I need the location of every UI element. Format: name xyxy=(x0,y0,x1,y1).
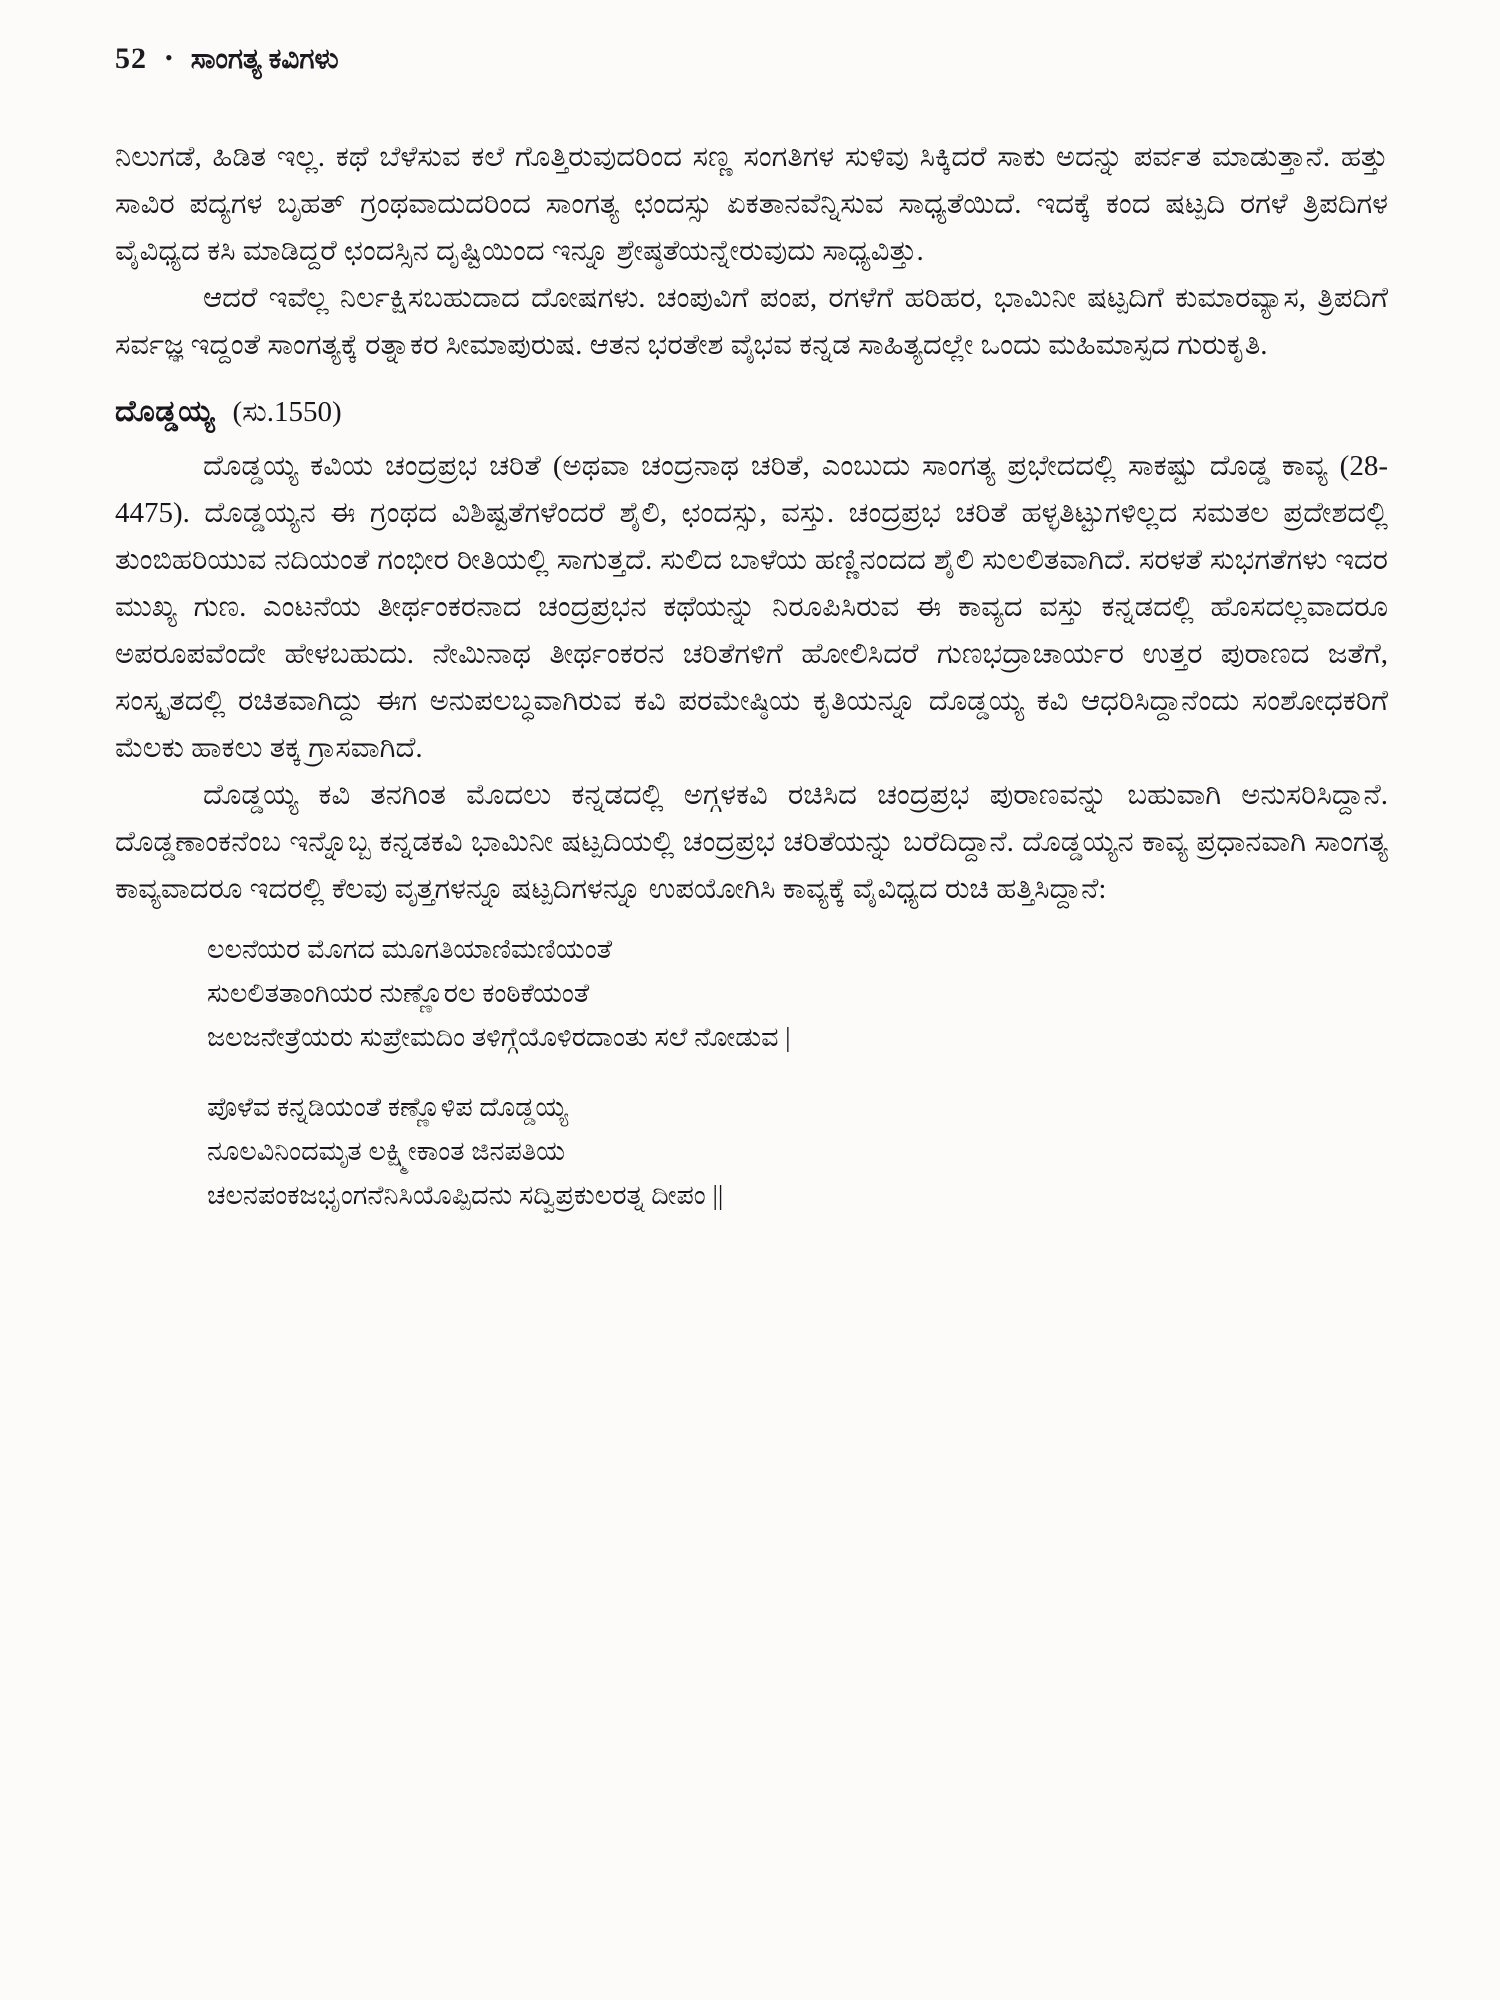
paragraph: ದೊಡ್ಡಯ್ಯ ಕವಿಯ ಚಂದ್ರಪ್ರಭ ಚರಿತೆ (ಅಥವಾ ಚಂದ್ರನಾಥ ಚರಿತೆ, ಎಂಬುದು ಸಾಂಗತ್ಯ ಪ್ರಭೇದದಲ್ಲಿ ಸಾಕಷ್ಟು ದೊಡ್ಡ ಕಾವ್ಯ (28-4475). ದೊಡ್ಡಯ್ಯನ ಈ ಗ್ರಂಥದ ವಿಶಿಷ್ಟತೆಗಳೆಂದರೆ ಶೈಲಿ, ಛಂದಸ್ಸು, ವಸ್ತು. ಚಂದ್ರಪ್ರಭ ಚರಿತೆ ಹಳ್ಳತಿಟ್ಟುಗಳಿಲ್ಲದ ಸಮತಲ ಪ್ರದೇಶದಲ್ಲಿ ತುಂಬಿಹರಿಯುವ ನದಿಯಂತೆ ಗಂಭೀರ ರೀತಿಯಲ್ಲಿ ಸಾಗುತ್ತದೆ. ಸುಲಿದ ಬಾಳೆಯ ಹಣ್ಣಿನಂದದ ಶೈಲಿ ಸುಲಲಿತವಾಗಿದೆ. ಸರಳತೆ ಸುಭಗತೆಗಳು ಇದರ ಮುಖ್ಯ ಗುಣ. ಎಂಟನೆಯ ತೀರ್ಥಂಕರನಾದ ಚಂದ್ರಪ್ರಭನ ಕಥೆಯನ್ನು ನಿರೂಪಿಸಿರುವ ಈ ಕಾವ್ಯದ ವಸ್ತು ಕನ್ನಡದಲ್ಲಿ ಹೊಸದಲ್ಲವಾದರೂ ಅಪರೂಪವೆಂದೇ ಹೇಳಬಹುದು. ನೇಮಿನಾಥ ತೀರ್ಥಂಕರನ ಚರಿತೆಗಳಿಗೆ ಹೋಲಿಸಿದರೆ ಗುಣಭದ್ರಾಚಾರ್ಯರ ಉತ್ತರ ಪುರಾಣದ ಜತೆಗೆ, ಸಂಸ್ಕೃತದಲ್ಲಿ ರಚಿತವಾಗಿದ್ದು ಈಗ ಅನುಪಲಬ್ಧವಾಗಿರುವ ಕವಿ ಪರಮೇಷ್ಠಿಯ ಕೃತಿಯನ್ನೂ ದೊಡ್ಡಯ್ಯ ಕವಿ ಆಧರಿಸಿದ್ದಾನೆಂದು ಸಂಶೋಧಕರಿಗೆ ಮೆಲಕು ಹಾಕಲು ತಕ್ಕ ಗ್ರಾಸವಾಗಿದೆ. xyxy=(115,450,1388,764)
paragraph: ಆದರೆ ಇವೆಲ್ಲ ನಿರ್ಲಕ್ಷಿಸಬಹುದಾದ ದೋಷಗಳು. ಚಂಪುವಿಗೆ ಪಂಪ, ರಗಳೆಗೆ ಹರಿಹರ, ಭಾಮಿನೀ ಷಟ್ಪದಿಗೆ ಕುಮಾರವ್ಯಾಸ, ತ್ರಿಪದಿಗೆ ಸರ್ವಜ್ಞ ಇದ್ದಂತೆ ಸಾಂಗತ್ಯಕ್ಕೆ ರತ್ನಾಕರ ಸೀಮಾಪುರುಷ. ಆತನ ಭರತೇಶ ವೈಭವ ಕನ್ನಡ ಸಾಹಿತ್ಯದಲ್ಲೇ ಒಂದು ಮಹಿಮಾಸ್ಪದ ಗುರುಕೃತಿ. xyxy=(115,282,1388,361)
page-number: 52 xyxy=(115,42,147,75)
verse-line: ಲಲನೆಯರ ಮೊಗದ ಮೂಗತಿಯಾಣಿಮಣಿಯಂತೆ xyxy=(207,934,613,964)
running-title: ಸಾಂಗತ್ಯ ಕವಿಗಳು xyxy=(190,44,339,75)
section-heading xyxy=(115,389,1388,435)
poet-name: ದೊಡ್ಡಯ್ಯ xyxy=(115,395,215,428)
paragraph: ದೊಡ್ಡಯ್ಯ ಕವಿ ತನಗಿಂತ ಮೊದಲು ಕನ್ನಡದಲ್ಲಿ ಅಗ್ಗಳಕವಿ ರಚಿಸಿದ ಚಂದ್ರಪ್ರಭ ಪುರಾಣವನ್ನು ಬಹುವಾಗಿ ಅನುಸರಿಸಿದ್ದಾನೆ. ದೊಡ್ಡಣಾಂಕನೆಂಬ ಇನ್ನೊಬ್ಬ ಕನ್ನಡಕವಿ ಭಾಮಿನೀ ಷಟ್ಪದಿಯಲ್ಲಿ ಚಂದ್ರಪ್ರಭ ಚರಿತೆಯನ್ನು ಬರೆದಿದ್ದಾನೆ. ದೊಡ್ಡಯ್ಯನ ಕಾವ್ಯ ಪ್ರಧಾನವಾಗಿ ಸಾಂಗತ್ಯ ಕಾವ್ಯವಾದರೂ ಇದರಲ್ಲಿ ಕೆಲವು ವೃತ್ತಗಳನ್ನೂ ಷಟ್ಪದಿಗಳನ್ನೂ ಉಪಯೋಗಿಸಿ ಕಾವ್ಯಕ್ಕೆ ವೈವಿಧ್ಯದ ರುಚಿ ಹತ್ತಿಸಿದ್ದಾನೆ: xyxy=(115,779,1388,905)
verse-stanza-2 xyxy=(207,1085,1388,1217)
verse-line: ಜಲಜನೇತ್ರೆಯರು ಸುಪ್ರೇಮದಿಂ ತಳಿಗ್ಗೆಯೊಳಿರದಾಂತು ಸಲೆ ನೋಡುವ | xyxy=(207,1022,791,1052)
paragraph-continuation: ನಿಲುಗಡೆ, ಹಿಡಿತ ಇಲ್ಲ. ಕಥೆ ಬೆಳೆಸುವ ಕಲೆ ಗೊತ್ತಿರುವುದರಿಂದ ಸಣ್ಣ ಸಂಗತಿಗಳ ಸುಳಿವು ಸಿಕ್ಕಿದರೆ ಸಾಕು ಅದನ್ನು ಪರ್ವತ ಮಾಡುತ್ತಾನೆ. ಹತ್ತು ಸಾವಿರ ಪದ್ಯಗಳ ಬೃಹತ್ ಗ್ರಂಥವಾದುದರಿಂದ ಸಾಂಗತ್ಯ ಛಂದಸ್ಸು ಏಕತಾನವೆನ್ನಿಸುವ ಸಾಧ್ಯತೆಯಿದೆ. ಇದಕ್ಕೆ ಕಂದ ಷಟ್ಪದಿ ರಗಳೆ ತ್ರಿಪದಿಗಳ ವೈವಿಧ್ಯದ ಕಸಿ ಮಾಡಿದ್ದರೆ ಛಂದಸ್ಸಿನ ದೃಷ್ಟಿಯಿಂದ ಇನ್ನೂ ಶ್ರೇಷ್ಠತೆಯನ್ನೇರುವುದು ಸಾಧ್ಯವಿತ್ತು. xyxy=(115,141,1388,267)
page-body xyxy=(115,134,1388,1217)
verse-line: ಚಲನಪಂಕಜಭೃಂಗನೆನಿಸಿಯೊಪ್ಪಿದನು ಸದ್ವಿಪ್ರಕುಲರತ್ನ ದೀಪಂ || xyxy=(207,1180,724,1210)
header-bullet-icon: • xyxy=(165,45,173,70)
verse-line: ಸುಲಲಿತತಾಂಗಿಯರ ನುಣ್ಣೊರಲ ಕಂಠಿಕೆಯಂತೆ xyxy=(207,978,590,1008)
poet-date: (ಸು.1550) xyxy=(232,396,342,428)
verse-stanza-1 xyxy=(207,927,1388,1059)
verse-line: ನೂಲವಿನಿಂದಮೃತ ಲಕ್ಷ್ಮೀಕಾಂತ ಜಿನಪತಿಯ xyxy=(207,1136,566,1166)
verse-line: ಪೊಳೆವ ಕನ್ನಡಿಯಂತೆ ಕಣ್ಣೊಳಿಪ ದೊಡ್ಡಯ್ಯ xyxy=(207,1092,569,1122)
running-header xyxy=(115,42,1388,76)
